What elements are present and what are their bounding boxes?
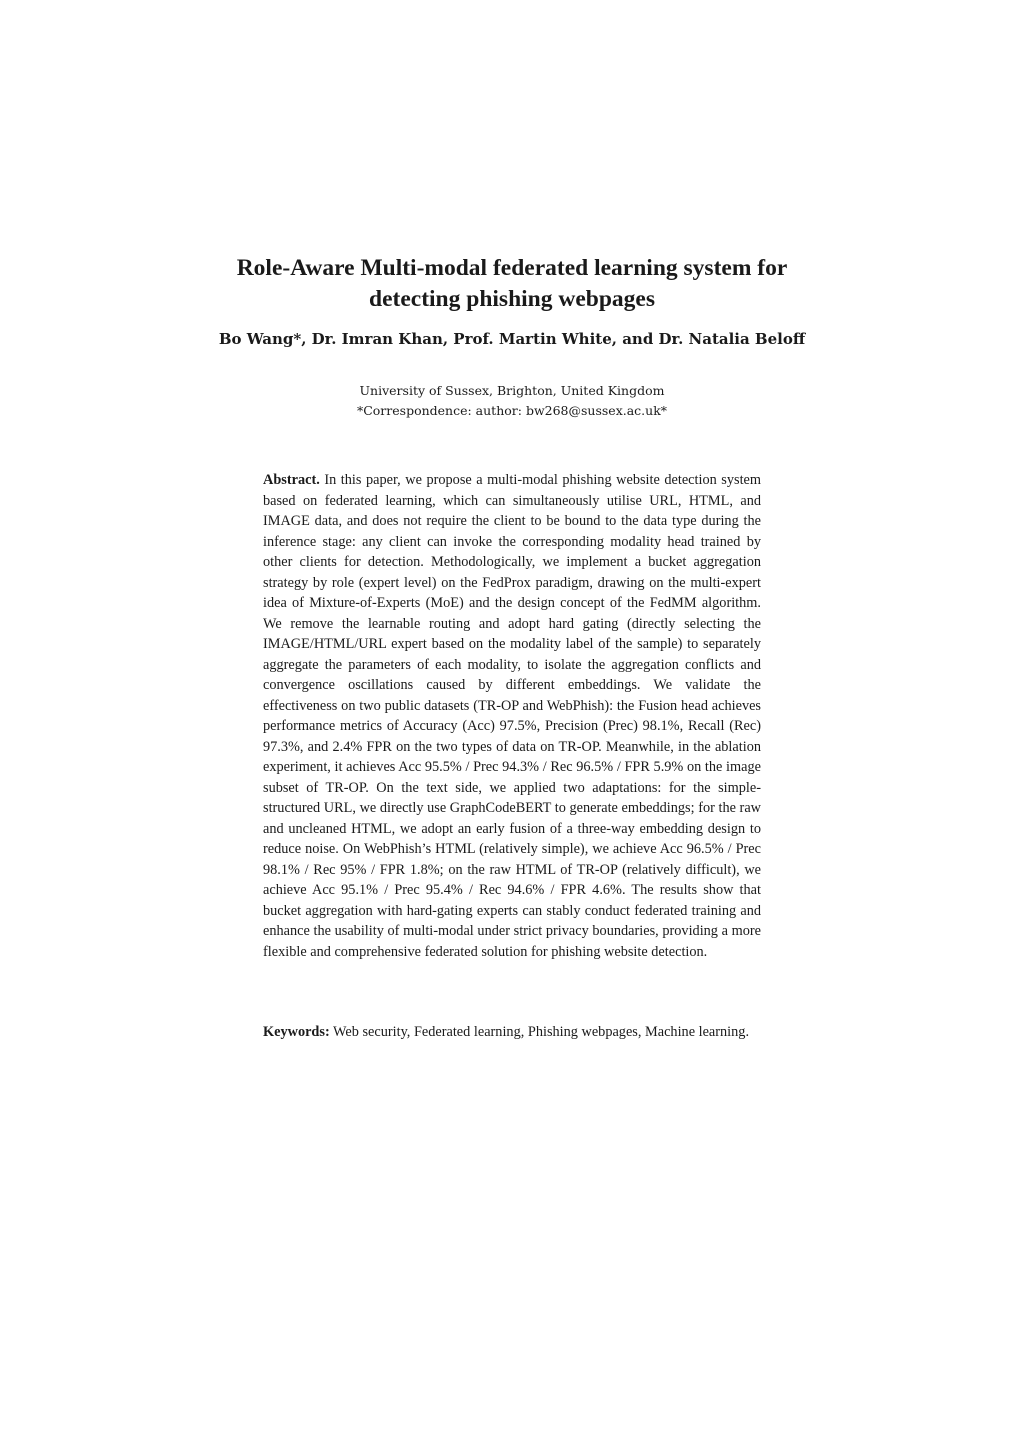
abstract-label: Abstract. <box>263 472 320 488</box>
affiliation: University of Sussex, Brighton, United Kingdom <box>359 383 665 398</box>
keywords <box>263 1022 761 1043</box>
keywords-text: Web security, Federated learning, Phishing webpages, Machine learning. <box>333 1024 750 1040</box>
paper-title-line-1: Role-Aware Multi-modal federated learning system for <box>236 255 788 281</box>
affiliation-block <box>212 381 812 421</box>
paper-title-line-2: detecting phishing webpages <box>369 286 655 312</box>
paper-title <box>140 253 884 315</box>
abstract <box>263 470 761 962</box>
keywords-label: Keywords: <box>263 1024 330 1040</box>
abstract-text: In this paper, we propose a multi-modal phishing website detection system based on federated learning, which can simultaneously utilise URL, HTML, and IMAGE data, and does not require the client to be bound to the data type during the inference stage: any client can invoke the corresponding modality head trained by other clients for detection. Methodologically, we implement a bucket aggregation strategy by role (expert level) on the FedProx paradigm, drawing on the multi-expert idea of Mixture-of-Experts (MoE) and the design concept of the FedMM algorithm. We remove the learnable routing and adopt hard gating (directly selecting the IMAGE/HTML/URL expert based on the modality label of the sample) to separately aggregate the parameters of each modality, to isolate the aggregation conflicts and convergence oscillations caused by different embeddings. We validate the effectiveness on two public datasets (TR-OP and WebPhish): the Fusion head achieves performance metrics of Accuracy (Acc) 97.5%, Precision (Prec) 98.1%, Recall (Rec) 97.3%, and 2.4% FPR on the two types of data on TR-OP. Meanwhile, in the ablation experiment, it achieves Acc 95.5% / Prec 94.3% / Rec 96.5% / FPR 5.9% on the image subset of TR-OP. On the text side, we applied two adaptations: for the simple-structured URL, we directly use GraphCodeBERT to generate embeddings; for the raw and uncleaned HTML, we adopt an early fusion of a three-way embedding design to reduce noise. On WebPhish’s HTML (relatively simple), we achieve Acc 96.5% / Prec 98.1% / Rec 95% / FPR 1.8%; on the raw HTML of TR-OP (relatively difficult), we achieve Acc 95.1% / Prec 95.4% / Rec 94.6% / FPR 4.6%. The results show that bucket aggregation with hard-gating experts can stably conduct federated training and enhance the usability of multi-modal under strict privacy boundaries, providing a more flexible and comprehensive federated solution for phishing website detection. <box>263 472 762 960</box>
correspondence: *Correspondence: author: bw268@sussex.ac.uk* <box>356 403 668 418</box>
author-list: Bo Wang*, Dr. Imran Khan, Prof. Martin White, and Dr. Natalia Beloff <box>218 330 806 348</box>
